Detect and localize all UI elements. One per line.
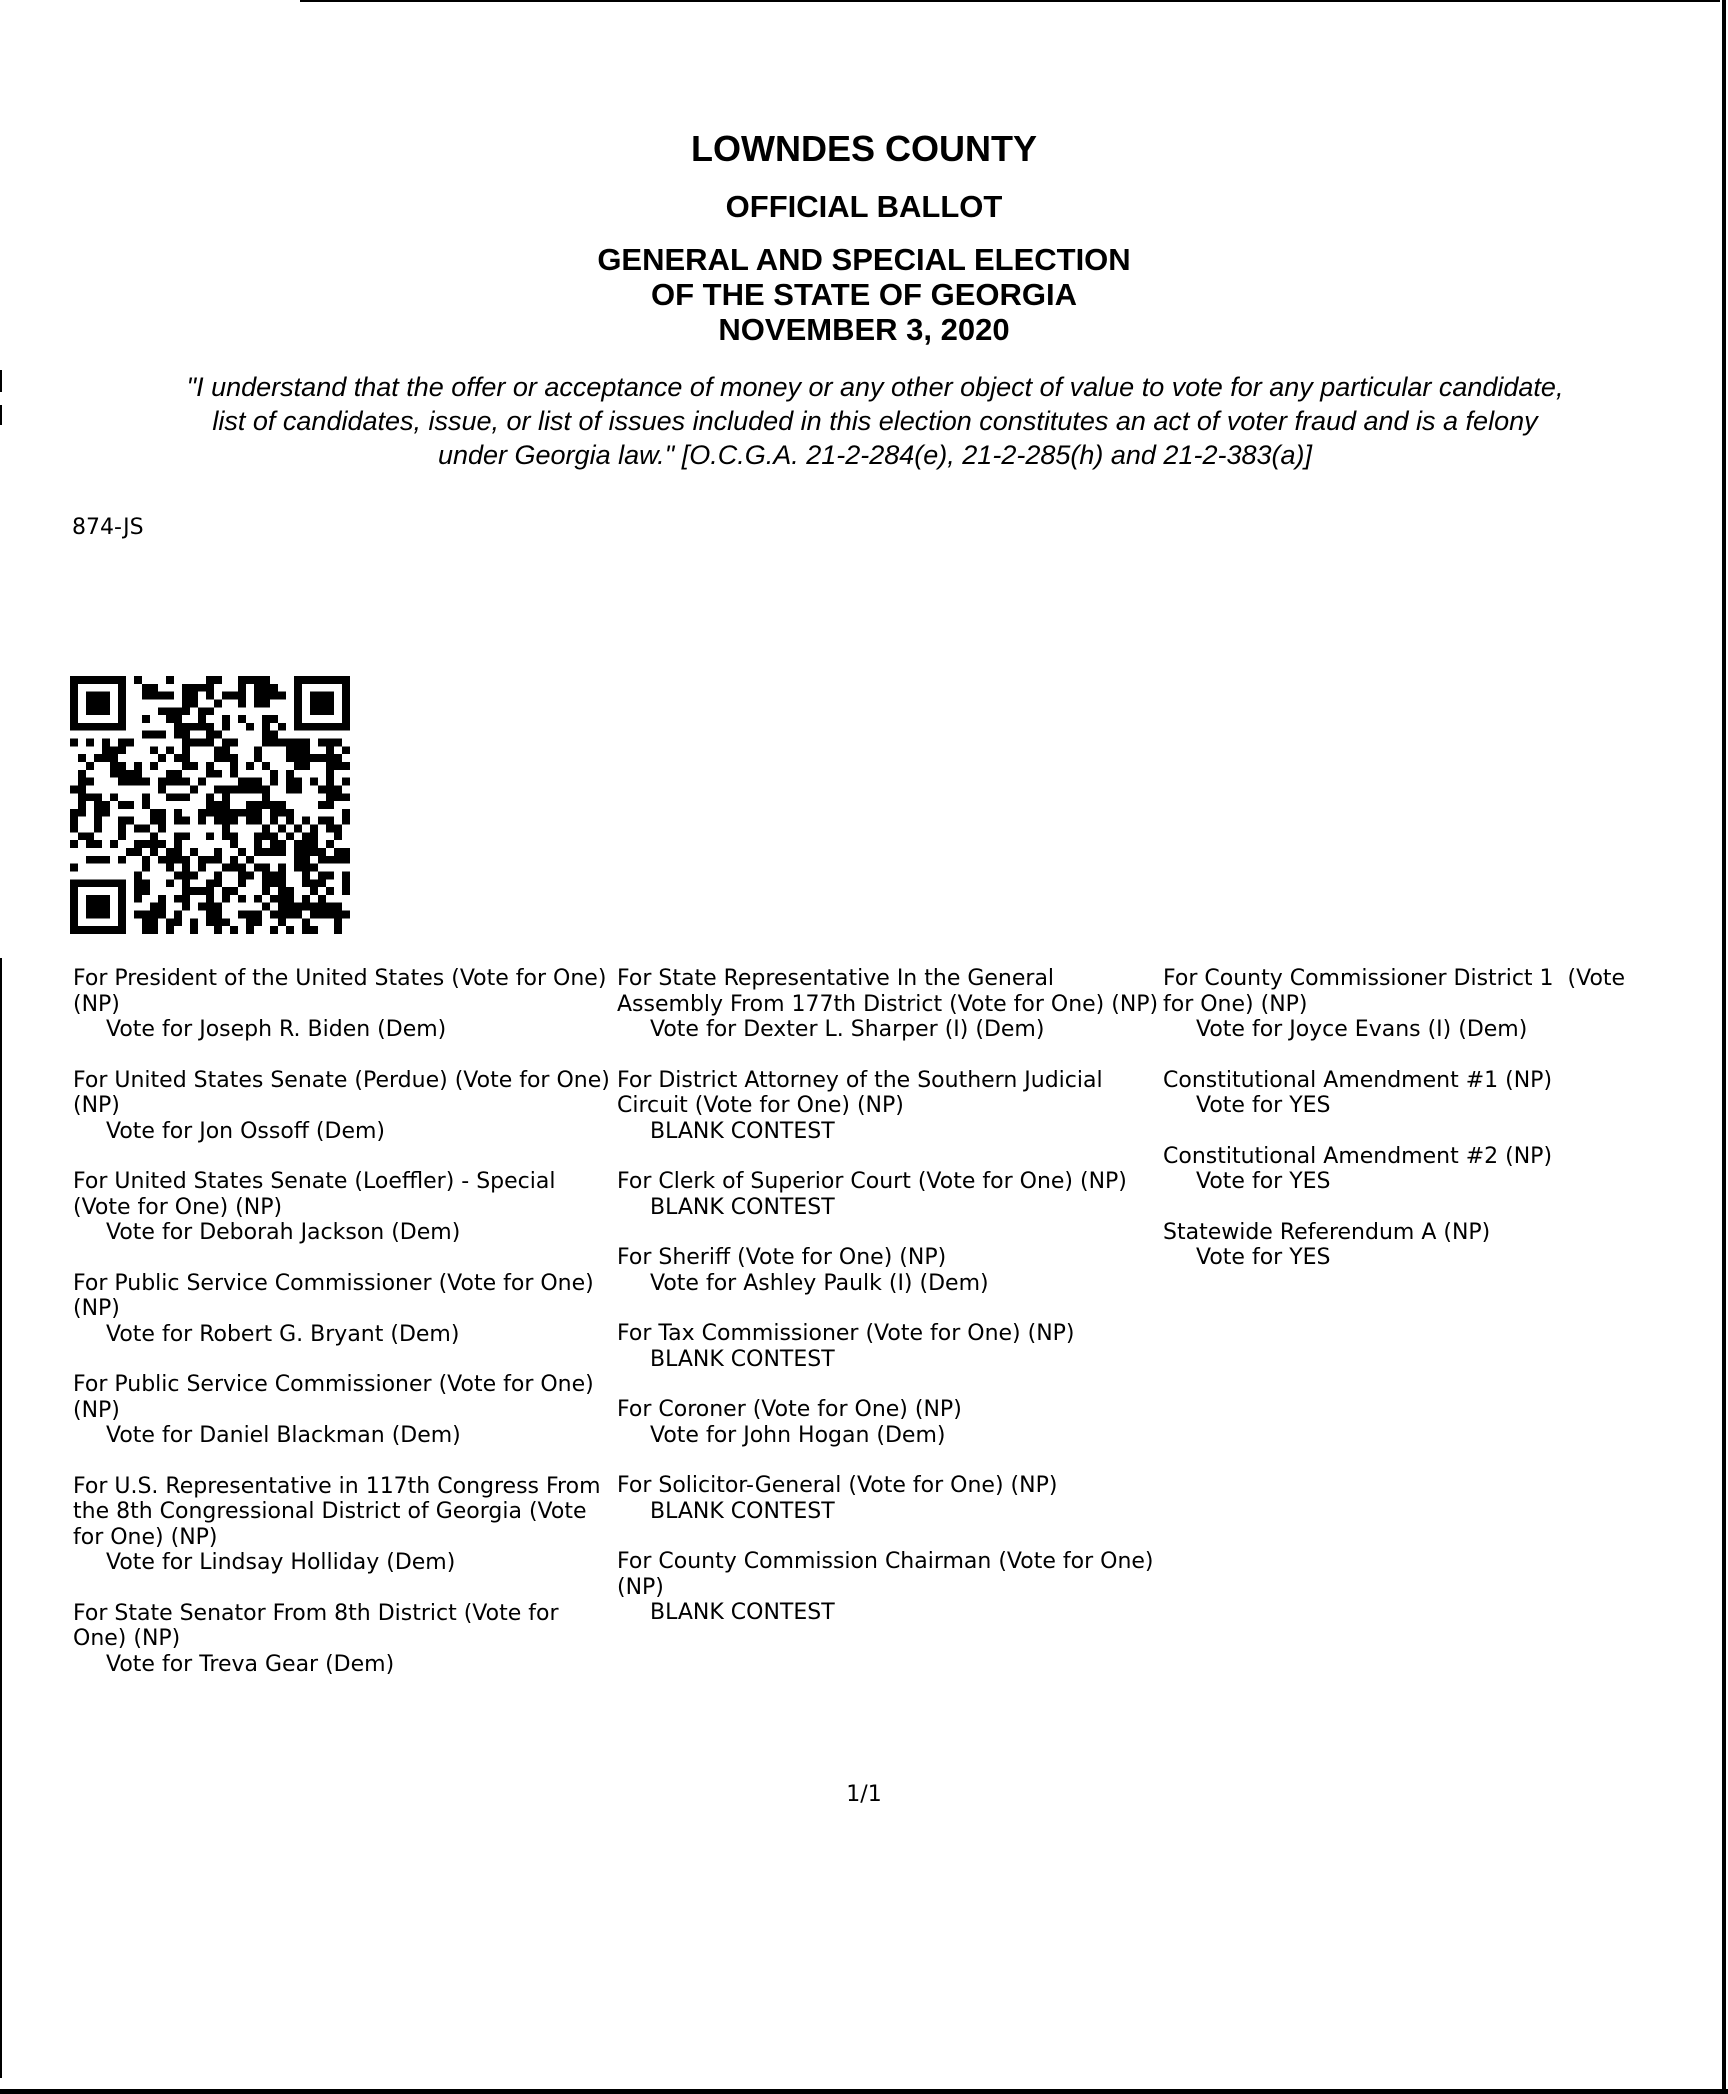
contest-item [617, 1549, 1162, 1626]
contest-item [73, 1474, 618, 1576]
scan-border-top [300, 0, 1720, 2]
contest-title: For United States Senate (Perdue) (Vote for One) (NP) [73, 1067, 610, 1118]
contest-item [1163, 1144, 1683, 1195]
contest-item [617, 1068, 1162, 1145]
scan-mark [0, 405, 2, 425]
contest-title: Constitutional Amendment #1 (NP) [1163, 1067, 1553, 1093]
contest-title: For Coroner (Vote for One) (NP) [617, 1397, 962, 1422]
contest-selection: Vote for Ashley Paulk (I) (Dem) [650, 1270, 989, 1296]
contest-title: For Sheriff (Vote for One) (NP) [617, 1245, 947, 1270]
contest-selection: Vote for YES [1196, 1169, 1331, 1194]
contest-title: For County Commission Chairman (Vote for One) (NP) [617, 1549, 1154, 1600]
contest-selection: BLANK CONTEST [650, 1600, 835, 1625]
election-title-line2: OF THE STATE OF GEORGIA [651, 277, 1077, 312]
contest-title: For State Representative In the General Assembly From 177th District (Vote for One) (NP) [617, 966, 1159, 1017]
contest-selection: Vote for Dexter L. Sharper (I) (Dem) [650, 1017, 1045, 1042]
contest-selection: Vote for Deborah Jackson (Dem) [106, 1220, 461, 1245]
contest-title: Statewide Referendum A (NP) [1163, 1219, 1491, 1245]
contest-title: Constitutional Amendment #2 (NP) [1163, 1143, 1553, 1169]
contest-selection: Vote for Lindsay Holliday (Dem) [106, 1550, 456, 1575]
scan-border-bottom [0, 2089, 1728, 2094]
contest-item [617, 966, 1162, 1043]
contest-title: For County Commissioner District 1 (Vote for One) (NP) [1163, 966, 1626, 1017]
election-title-line1: GENERAL AND SPECIAL ELECTION [597, 242, 1131, 277]
contest-item [1163, 1220, 1683, 1271]
election-date: NOVEMBER 3, 2020 [718, 312, 1010, 347]
contest-item [73, 1601, 618, 1678]
page-number: 1/1 [846, 1782, 882, 1807]
contest-selection: BLANK CONTEST [650, 1194, 835, 1220]
contest-item [617, 1397, 1162, 1448]
contest-selection: BLANK CONTEST [650, 1346, 835, 1372]
contest-selection: Vote for YES [1196, 1093, 1331, 1118]
contest-item [617, 1245, 1162, 1296]
ballot-column-1 [73, 966, 618, 1702]
contest-selection: Vote for Joyce Evans (I) (Dem) [1196, 1017, 1528, 1042]
scan-mark [0, 370, 2, 392]
contest-title: For United States Senate (Loeffler) - Special (Vote for One) (NP) [73, 1169, 556, 1220]
contest-item [73, 1068, 618, 1145]
contest-selection: Vote for Daniel Blackman (Dem) [106, 1423, 461, 1448]
contest-title: For Clerk of Superior Court (Vote for One) (NP) [617, 1169, 1127, 1194]
election-title [0, 242, 1728, 347]
contest-item [73, 1169, 618, 1246]
voter-oath-line1: "I understand that the offer or acceptance of money or any other object of value to vote for any particular candidate, [186, 372, 1564, 402]
contest-title: For President of the United States (Vote for One) (NP) [73, 966, 607, 1017]
contest-selection: Vote for Robert G. Bryant (Dem) [106, 1321, 460, 1347]
scan-border-left [0, 958, 2, 2078]
ballot-type-title: OFFICIAL BALLOT [725, 189, 1003, 224]
contest-title: For Tax Commissioner (Vote for One) (NP) [617, 1321, 1075, 1346]
county-title: LOWNDES COUNTY [691, 128, 1037, 169]
contest-selection: Vote for Joseph R. Biden (Dem) [106, 1017, 447, 1042]
contest-selection: Vote for Jon Ossoff (Dem) [106, 1118, 386, 1144]
qr-code [70, 676, 350, 934]
ballot-column-2 [617, 966, 1162, 1651]
contest-selection: Vote for Treva Gear (Dem) [106, 1651, 395, 1677]
contest-item [73, 966, 618, 1043]
contest-item [1163, 1068, 1683, 1119]
contest-item [1163, 966, 1683, 1043]
voter-oath-line2: list of candidates, issue, or list of issues included in this election constitutes an act of voter fraud and is a felony [212, 406, 1538, 436]
contest-title: For Public Service Commissioner (Vote for One) (NP) [73, 1270, 594, 1321]
contest-title: For State Senator From 8th District (Vote for One) (NP) [73, 1600, 559, 1651]
ballot-column-3 [1163, 966, 1683, 1296]
ballot-id: 874-JS [72, 515, 144, 540]
contest-title: For District Attorney of the Southern Judicial Circuit (Vote for One) (NP) [617, 1067, 1103, 1118]
contest-selection: BLANK CONTEST [650, 1118, 835, 1144]
contest-item [617, 1321, 1162, 1372]
contest-selection: Vote for YES [1196, 1245, 1331, 1270]
contest-title: For U.S. Representative in 117th Congress From the 8th Congressional District of Georgia (Vote for One) (NP) [73, 1473, 601, 1550]
contest-selection: Vote for John Hogan (Dem) [650, 1422, 946, 1448]
contest-selection: BLANK CONTEST [650, 1498, 835, 1524]
voter-oath-line3: under Georgia law." [O.C.G.A. 21-2-284(e), 21-2-285(h) and 21-2-383(a)] [437, 440, 1313, 470]
contest-item [617, 1473, 1162, 1524]
contest-title: For Public Service Commissioner (Vote for One) (NP) [73, 1372, 594, 1423]
contest-item [73, 1271, 618, 1348]
contest-item [73, 1372, 618, 1449]
contest-item [617, 1169, 1162, 1220]
contest-title: For Solicitor-General (Vote for One) (NP) [617, 1473, 1058, 1498]
voter-oath [80, 370, 1670, 472]
